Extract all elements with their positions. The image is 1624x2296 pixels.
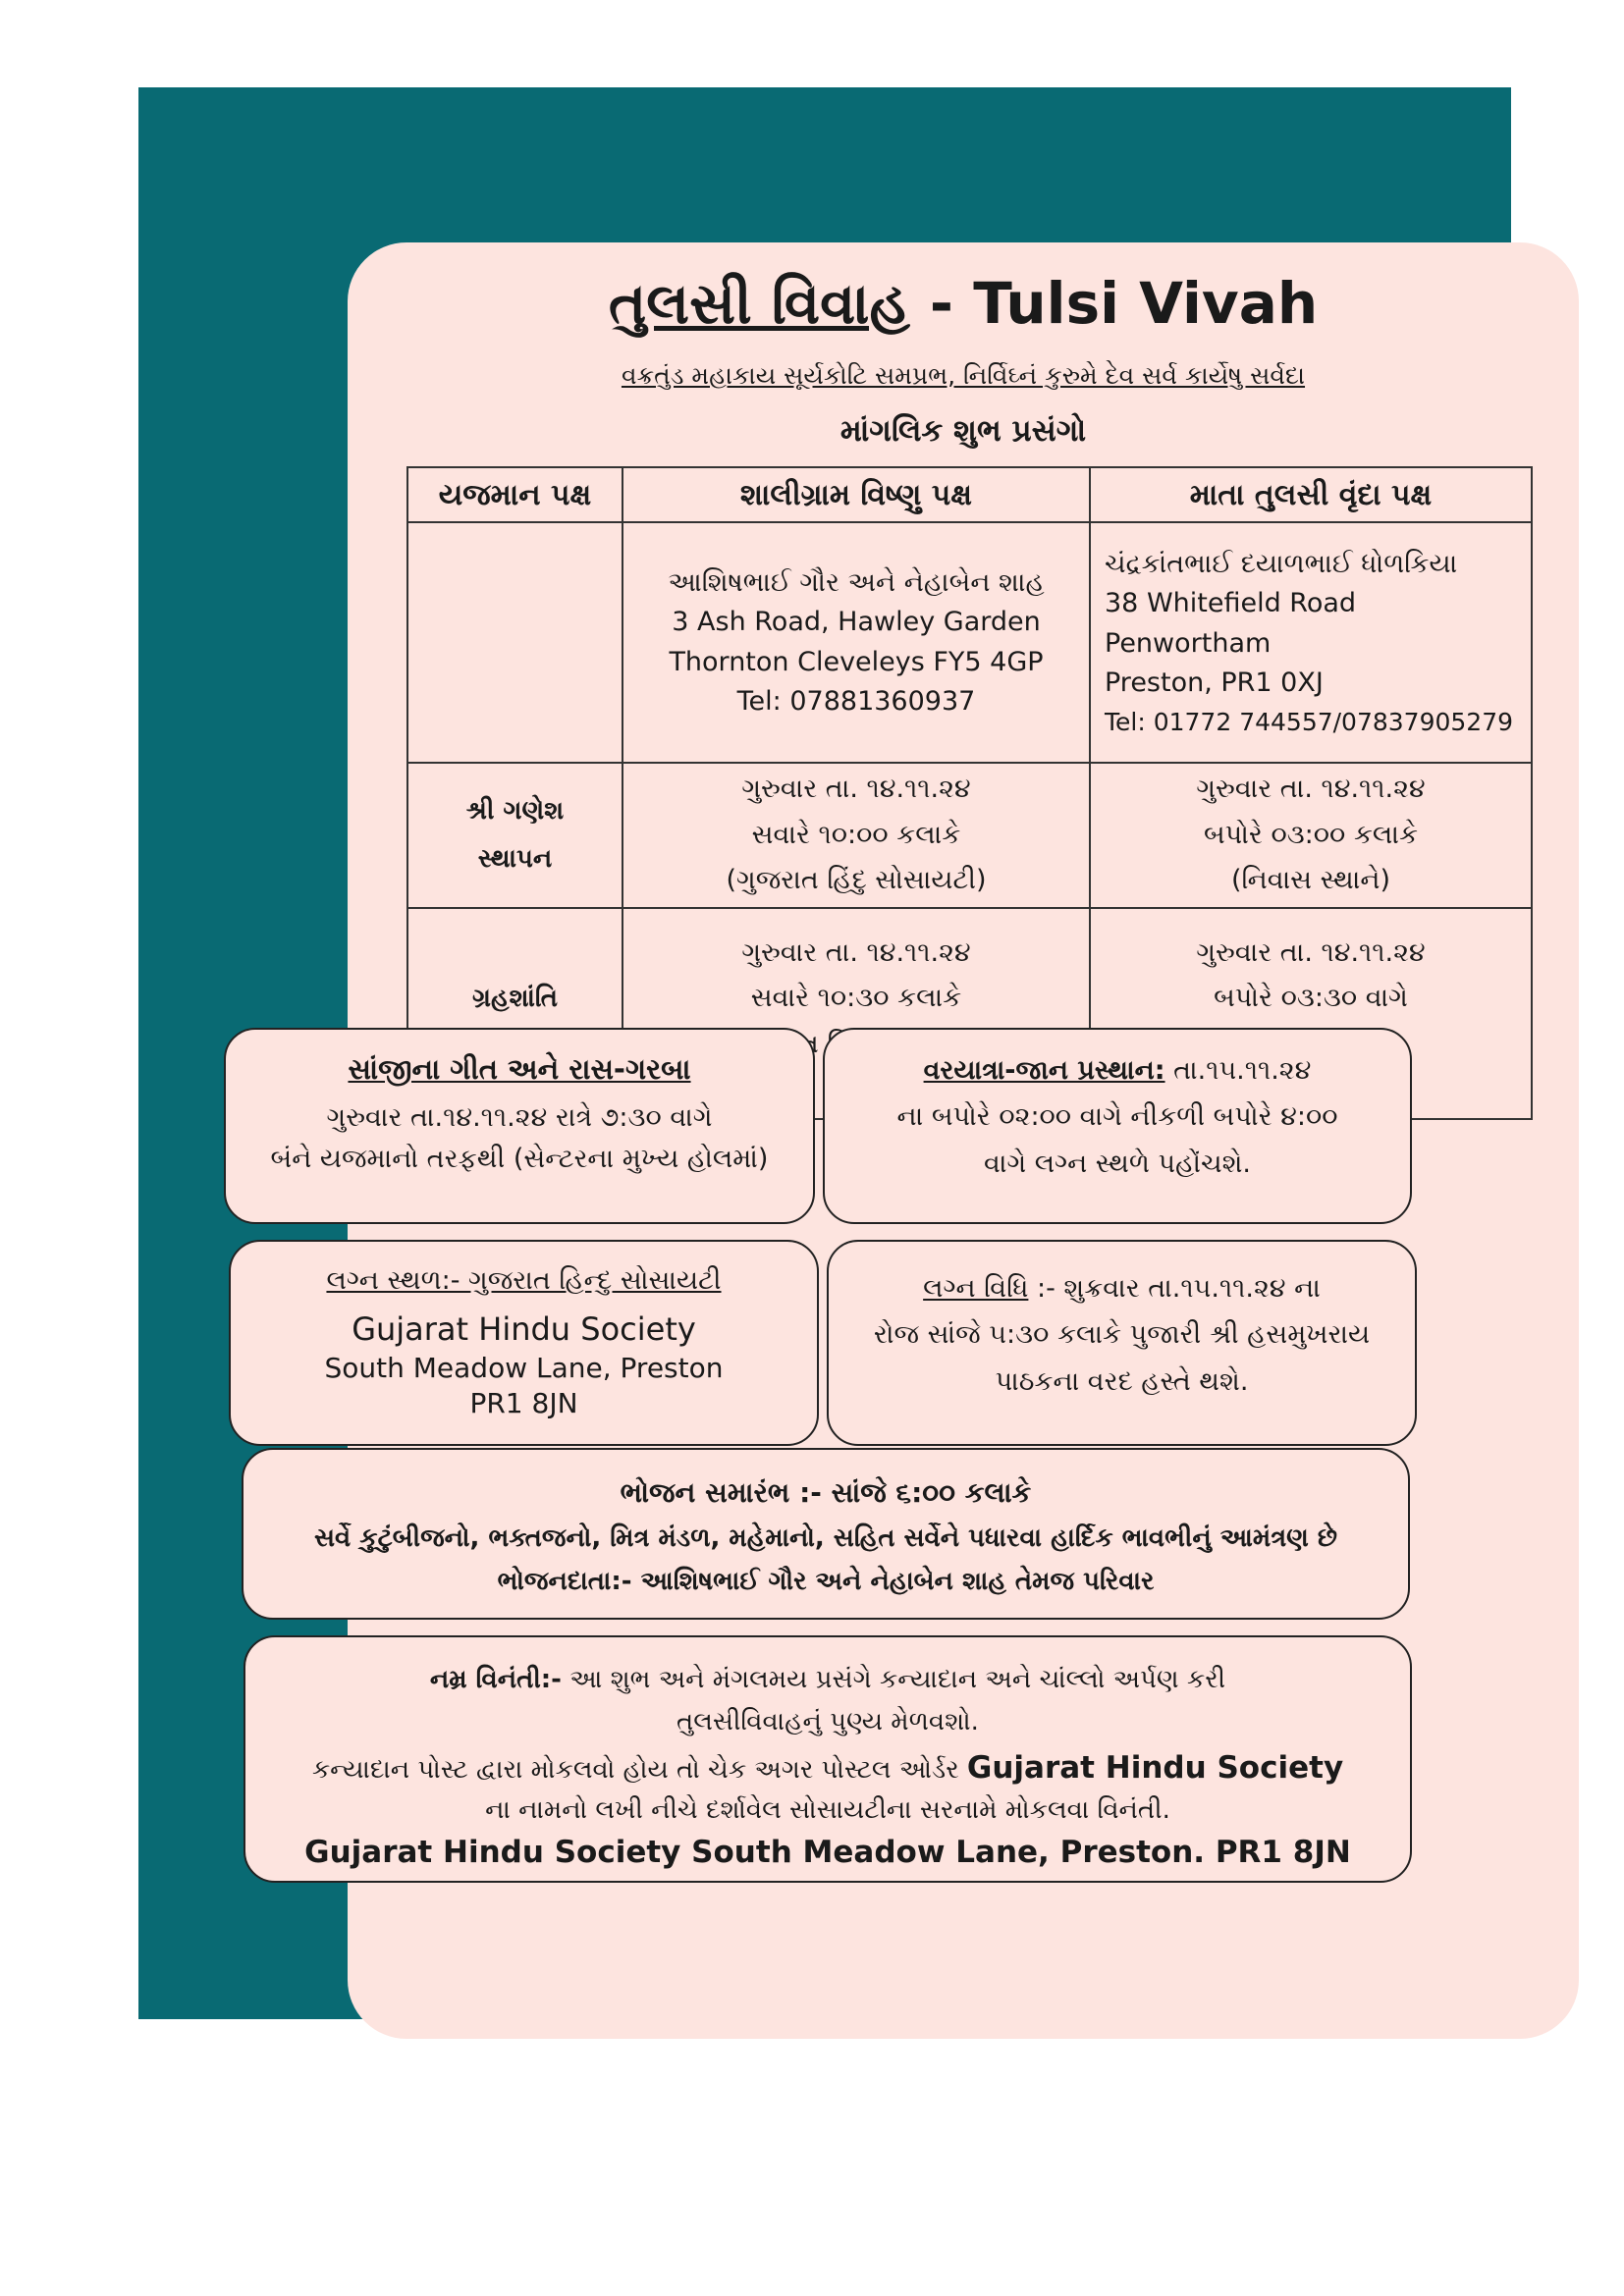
varyatra-line3: વાગે લગ્ન સ્થળે પહોંચશે. — [984, 1148, 1251, 1179]
varyatra-box — [823, 1028, 1412, 1224]
events-subtitle: માંગલિક શુભ પ્રસંગો — [839, 413, 1087, 449]
groom-address-line1: 3 Ash Road, Hawley Garden — [672, 607, 1041, 637]
varyatra-line2: ના બપોરે ૦૨:૦૦ વાગે નીકળી બપોરે ૪:૦૦ — [896, 1101, 1338, 1133]
grahshanti-bride-time: બપોરે ૦૩:૩૦ વાગે — [1214, 983, 1408, 1014]
vidhi-label: લગ્ન વિધિ — [923, 1273, 1029, 1304]
venue-label: લગ્ન સ્થળ:- ગુજરાત હિન્દુ સોસાયટી — [326, 1265, 722, 1296]
varyatra-date: તા.૧૫.૧૧.૨૪ — [1164, 1055, 1312, 1086]
bhojan-box — [242, 1448, 1410, 1620]
varyatra-title: વરયાત્રા-જાન પ્રસ્થાન: — [923, 1055, 1165, 1086]
bride-address-line3: Preston, PR1 0XJ — [1105, 667, 1324, 699]
vidhi-text1: :- શુક્રવાર તા.૧૫.૧૧.૨૪ ના — [1028, 1273, 1321, 1304]
groom-address-cell — [623, 522, 1090, 763]
bride-address-line2: Penwortham — [1105, 627, 1272, 659]
sanji-line1: ગુરુવાર તા.૧૪.૧૧.૨૪ રાત્રે ૭:૩૦ વાગે — [326, 1101, 713, 1133]
bhojan-line1: ભોજન સમારંભ :- સાંજે ૬:૦૦ કલાકે — [620, 1476, 1032, 1509]
ganesh-bride-cell — [1090, 763, 1532, 908]
table-header-row — [407, 467, 1532, 522]
vidhi-line3: પાઠકના વરદ હસ્તે થશે. — [995, 1365, 1249, 1397]
request-line3-bold: Gujarat Hindu Society — [966, 1750, 1344, 1786]
title-gujarati: તુલસી વિવાહ — [608, 270, 910, 337]
grahshanti-groom-date: ગુરુવાર તા. ૧૪.૧૧.૨૪ — [741, 936, 971, 968]
grahshanti-groom-time: સવારે ૧૦:૩૦ કલાકે — [750, 983, 962, 1014]
ganesh-groom-date: ગુરુવાર તા. ૧૪.૧૧.૨૪ — [741, 774, 971, 805]
ganesh-bride-time: બપોરે ૦૩:૦૦ કલાકે — [1203, 819, 1419, 850]
sanji-line2: બંને યજમાનો તરફથી (સેન્ટરના મુખ્ય હોલમાં) — [270, 1143, 769, 1174]
bhojan-line3: ભોજનદાતા:- આશિષભાઈ ગૌર અને નેહાબેન શાહ તેમજ પરિવાર — [497, 1566, 1155, 1596]
vidhi-line2: રોજ સાંજે ૫:૩૦ કલાકે પુજારી શ્રી હસમુખરાય — [873, 1319, 1371, 1351]
sanji-box — [224, 1028, 815, 1224]
request-box — [244, 1635, 1412, 1883]
grahshanti-label-cell: ગ્રહશાંતિ — [407, 908, 623, 1119]
request-line5: Gujarat Hindu Society South Meadow Lane, Preston. PR1 8JN — [304, 1834, 1351, 1870]
request-line1: આ શુભ અને મંગલમય પ્રસંગે કન્યાદાન અને ચાંલ્લો અર્પણ કરી — [569, 1665, 1226, 1694]
request-line3: કન્યાદાન પોસ્ટ દ્વારા મોકલવો હોય તો ચેક અગર પોસ્ટલ ઓર્ડર — [311, 1755, 959, 1785]
address-row-label — [407, 522, 623, 763]
ganesh-label-cell — [407, 763, 623, 908]
groom-name: આશિષભાઈ ગૌર અને નેહાબેન શાહ — [668, 566, 1045, 598]
groom-tel: Tel: 07881360937 — [736, 686, 976, 717]
ganesh-groom-time: સવારે ૧૦:૦૦ કલાકે — [751, 819, 961, 850]
request-line2: તુલસીવિવાહનું પુણ્ય મેળવશો. — [677, 1707, 979, 1736]
ganesh-bride-date: ગુરુવાર તા. ૧૪.૧૧.૨૪ — [1196, 774, 1426, 805]
request-line4: ના નામનો લખી નીચે દર્શાવેલ સોસાયટીના સરનામે મોકલવા વિનંતી. — [485, 1794, 1170, 1825]
grahshanti-bride-date: ગુરુવાર તા. ૧૪.૧૧.૨૪ — [1196, 936, 1426, 968]
bride-tel: Tel: 01772 744557/07837905279 — [1105, 707, 1514, 736]
request-label: નમ્ર વિનંતી:- — [429, 1665, 562, 1694]
ganesh-groom-place: (ગુજરાત હિંદુ સોસાયટી) — [726, 865, 987, 896]
bride-address-line1: 38 Whitefield Road — [1105, 588, 1357, 619]
venue-name: Gujarat Hindu Society — [352, 1310, 696, 1349]
ganesh-bride-place: (નિવાસ સ્થાને) — [1231, 865, 1390, 896]
header-bride-side: માતા તુલસી વૃંદા પક્ષ — [1090, 467, 1532, 522]
venue-postcode: PR1 8JN — [469, 1387, 578, 1420]
ganesh-mantra: વક્રતુંડ મહાકાય સૂર્યકોટિ સમપ્રભ, નિર્વિઘ્નં કુરુમે દેવ સર્વ કાર્યેષુ સર્વદા — [621, 361, 1306, 390]
header-groom-side: શાલીગ્રામ વિષ્ણુ પક્ષ — [623, 467, 1090, 522]
page-title — [348, 270, 1579, 339]
bhojan-line2: સર્વે કુટુંબીજનો, ભક્તજનો, મિત્ર મંડળ, મહેમાનો, સહિત સર્વેને પધારવા હાર્દિક ભાવભીનું આમંત્રણ છે — [313, 1522, 1338, 1553]
ganesh-groom-cell — [623, 763, 1090, 908]
header-host: યજમાન પક્ષ — [407, 467, 623, 522]
events-table — [406, 466, 1533, 1120]
vidhi-box — [827, 1240, 1417, 1446]
sanji-title: સાંજીના ગીત અને રાસ-ગરબા — [348, 1052, 691, 1086]
bride-name: ચંદ્રકાંતભાઈ દયાળભાઈ ધોળકિયા — [1105, 548, 1458, 579]
venue-box — [229, 1240, 819, 1446]
venue-address: South Meadow Lane, Preston — [324, 1351, 724, 1384]
groom-address-line2: Thornton Cleveleys FY5 4GP — [669, 646, 1044, 677]
table-row-ganesh — [407, 763, 1532, 908]
ganesh-label-line1: શ્રી ગણેશ — [465, 795, 565, 826]
table-row-address — [407, 522, 1532, 763]
bride-address-cell — [1090, 522, 1532, 763]
ganesh-label-line2: સ્થાપન — [477, 844, 553, 874]
title-separator: - — [909, 270, 974, 337]
title-english: Tulsi Vivah — [973, 270, 1319, 337]
